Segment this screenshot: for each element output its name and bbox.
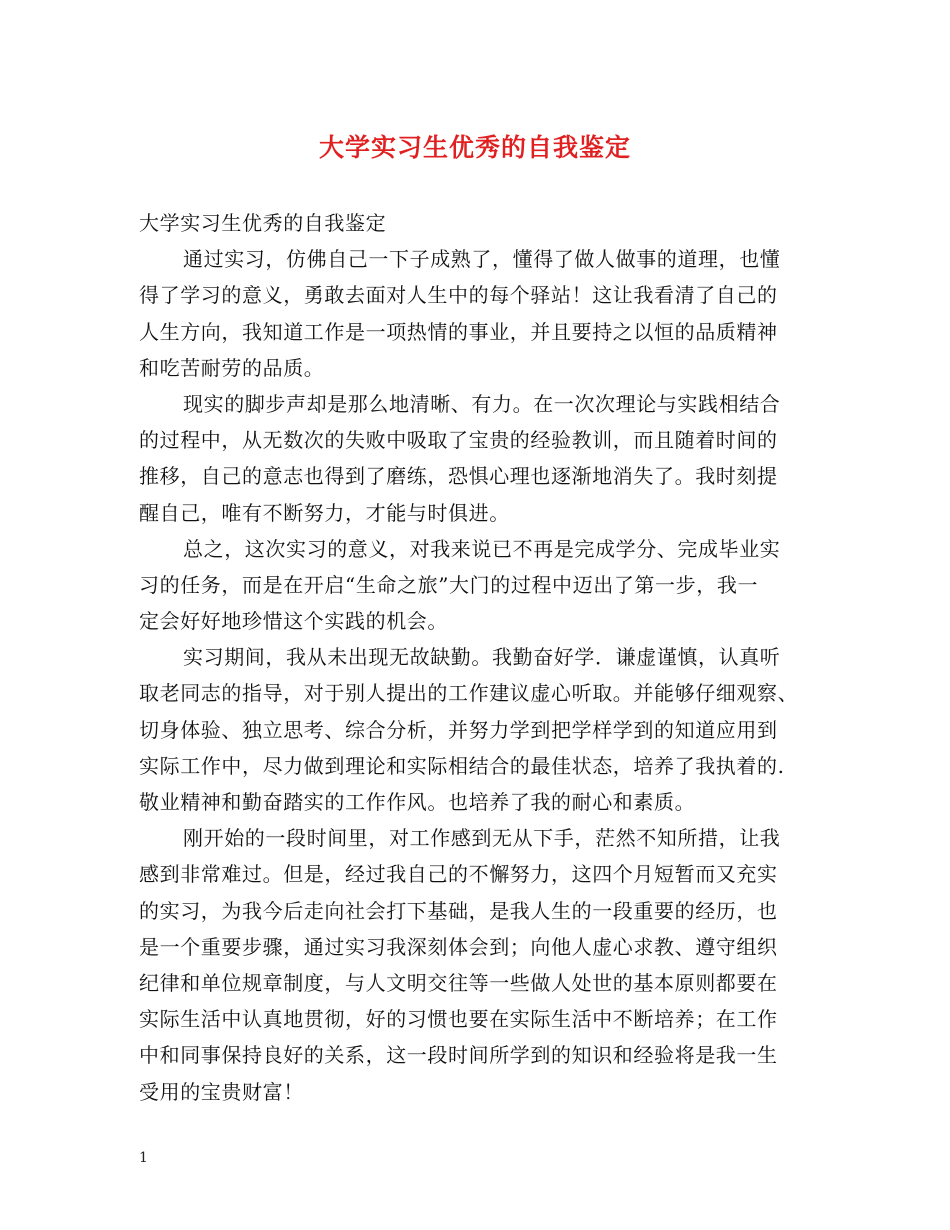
paragraph-line: 得了学习的意义，勇敢去面对人生中的每个驿站！这让我看清了自己的 (139, 283, 778, 308)
paragraph-line: 现实的脚步声却是那么地清晰、有力。在一次次理论与实践相结合 (183, 391, 781, 416)
paragraph-line: 敬业精神和勤奋踏实的工作作风。也培养了我的耐心和素质。 (139, 790, 696, 814)
subtitle-line: 大学实习生优秀的自我鉴定 (139, 211, 387, 235)
document-body (139, 205, 815, 1110)
paragraph-line: 总之，这次实习的意义，对我来说已不再是完成学分、完成毕业实 (183, 536, 781, 561)
paragraph-line: 实际工作中，尽力做到理论和实际相结合的最佳状态，培养了我执着的. (139, 753, 785, 778)
paragraph-line: 刚开始的一段时间里，对工作感到无从下手，茫然不知所措，让我 (183, 826, 781, 851)
paragraph-line: 通过实习，仿佛自己一下子成熟了，懂得了做人做事的道理，也懂 (183, 247, 781, 272)
paragraph-line: 习的任务，而是在开启“生命之旅”大门的过程中迈出了第一步，我一 (139, 572, 759, 597)
paragraph-line: 感到非常难过。但是，经过我自己的不懈努力，这四个月短暂而又充实 (139, 862, 778, 887)
paragraph-line: 人生方向，我知道工作是一项热情的事业，并且要持之以恒的品质精神 (139, 319, 778, 344)
paragraph-line: 纪律和单位规章制度，与人文明交往等一些做人处世的基本原则都要在 (139, 970, 778, 995)
paragraph-line: 和吃苦耐劳的品质。 (139, 355, 325, 380)
paragraph-line: 切身体验、独立思考、综合分析，并努力学到把学样学到的知道应用到 (139, 717, 778, 742)
paragraph-line: 的实习，为我今后走向社会打下基础，是我人生的一段重要的经历，也 (139, 898, 778, 923)
paragraph-line: 定会好好地珍惜这个实践的机会。 (139, 609, 448, 634)
paragraph-line: 中和同事保持良好的关系，这一段时间所学到的知识和经验将是我一生 (139, 1043, 778, 1068)
paragraph-line: 受用的宝贵财富！ (139, 1079, 304, 1104)
paragraph-line: 实习期间，我从未出现无故缺勤。我勤奋好学．谦虚谨慎，认真听 (183, 645, 781, 670)
paragraph-line: 实际生活中认真地贯彻，好的习惯也要在实际生活中不断培养；在工作 (139, 1007, 778, 1032)
paragraph-line: 的过程中，从无数次的失败中吸取了宝贵的经验教训，而且随着时间的 (139, 428, 778, 453)
paragraph-line: 取老同志的指导，对于别人提出的工作建议虚心听取。并能够仔细观察、 (139, 681, 799, 706)
document-title: 大学实习生优秀的自我鉴定 (318, 133, 631, 162)
paragraph-line: 是一个重要步骤，通过实习我深刻体会到；向他人虚心求教、遵守组织 (139, 934, 778, 959)
paragraph-line: 醒自己，唯有不断努力，才能与时俱进。 (139, 500, 510, 525)
paragraph-line: 推移，自己的意志也得到了磨练，恐惧心理也逐渐地消失了。我时刻提 (139, 464, 778, 489)
page-number: 1 (139, 1150, 148, 1166)
